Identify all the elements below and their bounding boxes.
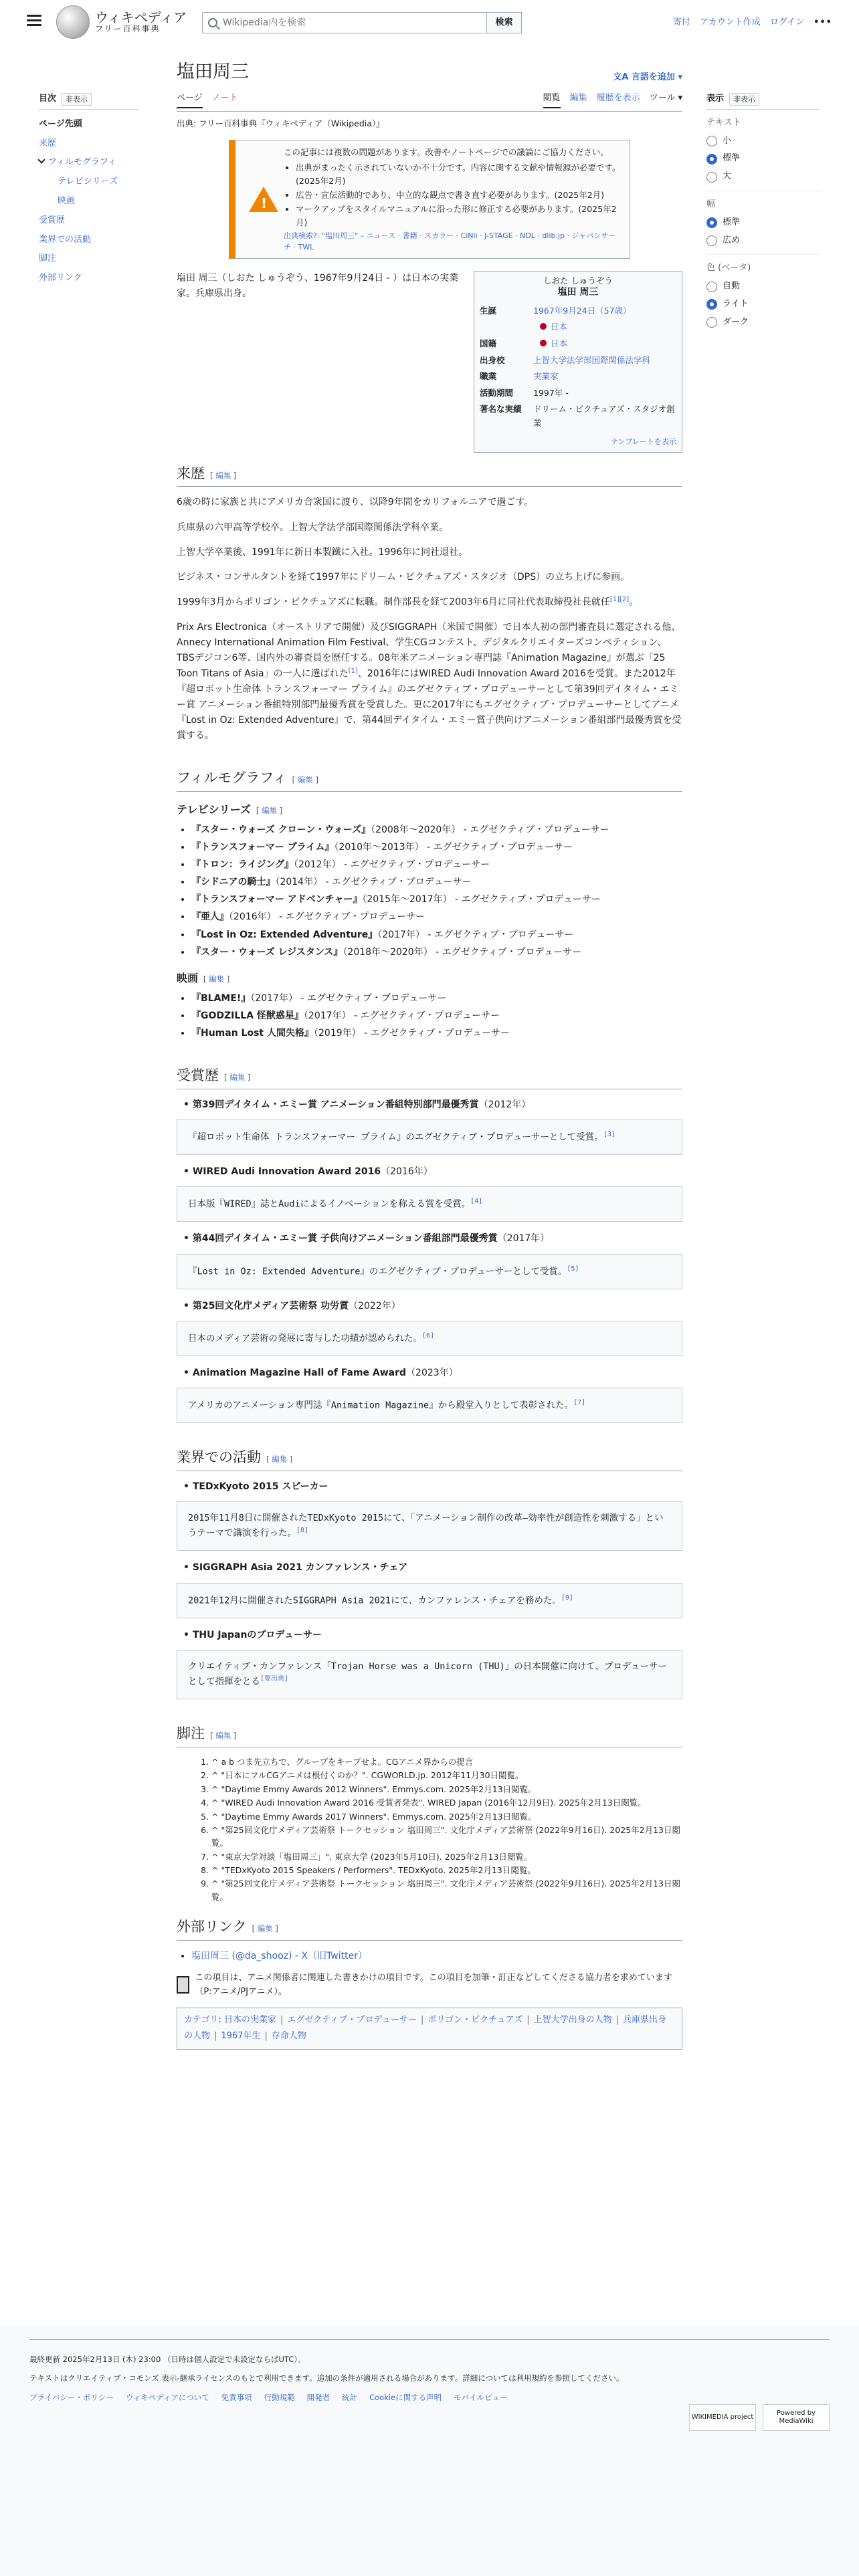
footer-link[interactable]: Cookieに関する声明: [369, 2392, 442, 2402]
width-label: 幅: [706, 199, 716, 209]
infobox-nationality[interactable]: 日本: [551, 338, 568, 348]
edit-link[interactable]: 編集: [297, 774, 313, 784]
chevron-down-icon[interactable]: [37, 156, 45, 164]
search-placeholder: Wikipedia内を検索: [223, 17, 306, 28]
award-year: （2016年）: [381, 1166, 433, 1178]
wikimedia-badge[interactable]: WIKIMEDIA project: [689, 2404, 756, 2431]
history-paragraph: 6歳の時に家族と共にアメリカ合衆国に渡り、以降9年間をカリフォルニアで過ごす。: [177, 497, 534, 508]
tv-list-item-detail: （2014年） - エグゼクティブ・プロデューサー: [275, 877, 472, 888]
tv-list-item: [191, 857, 682, 873]
footer-link[interactable]: プライバシー・ポリシー: [29, 2392, 114, 2402]
toc-hide-button[interactable]: 非表示: [62, 93, 92, 106]
footer-link[interactable]: 免責事項: [221, 2392, 252, 2402]
industry-title: SIGGRAPH Asia 2021 カンファレンス・チェア: [192, 1562, 408, 1574]
footer-links: [29, 2391, 830, 2403]
infobox-name: 塩田 周三: [557, 287, 599, 298]
ref-link[interactable]: [2]: [619, 595, 630, 603]
license-text: テキストはクリエイティブ・コモンズ 表示-継承ライセンスのもとで利用できます。追加の条件が適用される場合があります。詳細については利用規約を参照してください。: [29, 2373, 624, 2383]
toc-item-awards[interactable]: 受賞歴: [39, 215, 66, 225]
edit-link[interactable]: 編集: [272, 1455, 288, 1465]
edit-link[interactable]: 編集: [215, 470, 231, 480]
movie-list-item: [191, 1026, 682, 1041]
tab-talk[interactable]: ノート: [211, 93, 238, 104]
add-language-button[interactable]: 文A 言語を追加 ▾: [613, 72, 682, 82]
award-quote: [177, 1186, 682, 1222]
issue-item: • マークアップをスタイルマニュアルに沿った形に修正する必要があります。(2025年2月): [296, 203, 622, 229]
tv-list-item-title[interactable]: 『トランスフォーマー アドベンチャー』: [191, 894, 363, 905]
history-paragraph: 兵庫県の六甲高等学校卒。上智大学法学部国際関係法学科卒業。: [177, 522, 448, 533]
industry-item: • SIGGRAPH Asia 2021 カンファレンス・チェア: [183, 1562, 408, 1574]
reference-item[interactable]: 5. ^ "Daytime Emmy Awards 2017 Winners". Emmys.com. 2025年2月13日閲覧。: [211, 1810, 682, 1823]
reference-item[interactable]: 2. ^ "日本にフルCGアニメは根付くのか？". CGWORLD.jp. 2012年11月30日閲覧。: [211, 1769, 682, 1782]
reference-item[interactable]: 9. ^ "第25回文化庁メディア芸術祭 トークセッション 塩田周三". 文化庁メディア芸術祭 (2022年9月16日). 2025年2月13日閲覧。: [211, 1877, 682, 1903]
industry-quote-text: クリエイティブ・カンファレンス「Trojan Horse was a Unicorn (THU)」の日本開催に向けて、プロデューサーとして指揮をとる: [188, 1660, 668, 1687]
tv-list-item-detail: （2010年〜2013年） - エグゼクティブ・プロデューサー: [334, 842, 573, 853]
infobox-birth[interactable]: 1967年9月24日（57歳）: [533, 305, 632, 316]
tv-list-item-title[interactable]: 『亜人』: [191, 911, 229, 923]
award-title: Animation Magazine Hall of Fame Award: [192, 1367, 407, 1378]
issue-item: • 出典がまったく示されていないか不十分です。内容に関する文献や情報源が必要です。(2025年2月): [296, 161, 622, 187]
movie-list-item-title[interactable]: 『GODZILLA 怪獣惑星』: [191, 1010, 304, 1022]
industry-quote: [177, 1501, 682, 1551]
award-year: （2023年）: [406, 1367, 458, 1378]
movie-list-item: [191, 1008, 682, 1024]
appearance-panel: [706, 92, 820, 334]
award-quote: [177, 1254, 682, 1289]
personal-tools: [673, 16, 832, 30]
tab-edit[interactable]: 編集: [569, 93, 587, 104]
industry-list: [177, 1479, 682, 1700]
industry-title: TEDxKyoto 2015 スピーカー: [192, 1481, 328, 1492]
award-quote: [177, 1321, 682, 1356]
tv-list-item-detail: （2012年） - エグゼクティブ・プロデューサー: [293, 859, 490, 871]
article-main: [177, 53, 682, 2050]
reference-item[interactable]: 1. ^ a b つま先立ちで、グループをキープせよ。CGアニメ界からの提言: [211, 1755, 682, 1768]
tv-list-item-detail: （2015年〜2017年） - エグゼクティブ・プロデューサー: [362, 894, 601, 905]
industry-quote: [177, 1583, 682, 1618]
section-awards: 受賞歴 [ 編集 ]: [177, 1064, 682, 1089]
industry-item: • THU Japanのプロデューサー: [183, 1629, 322, 1640]
logo-title: ウィキペディア: [95, 9, 187, 26]
industry-quote-text: 2015年11月8日に開催されたTEDxKyoto 2015にて、「アニメーション制作の改革—効率性が創造性を刺激する」というテーマで講演を行った。: [188, 1512, 664, 1539]
search-form: [202, 12, 522, 33]
tv-list-item: [191, 928, 682, 943]
more-options-icon[interactable]: •••: [814, 17, 832, 27]
create-account-link[interactable]: アカウント作成: [699, 17, 761, 27]
award-item: • 第25回文化庁メディア芸術祭 功労賞（2022年）: [183, 1300, 401, 1311]
text-size-standard[interactable]: 標準: [706, 152, 820, 166]
industry-quote: [177, 1650, 682, 1700]
section-notes: 脚注 [ 編集 ]: [177, 1722, 682, 1747]
ref-link[interactable]: [9]: [561, 1594, 573, 1602]
template-link[interactable]: テンプレートを表示: [610, 437, 676, 446]
history-paragraph: 上智大学卒業後、1991年に新日本製鐵に入社。1996年に同社退社。: [177, 546, 468, 558]
tv-list-item-title[interactable]: 『スター・ウォーズ クローン・ウォーズ』: [191, 825, 371, 836]
color-auto[interactable]: 自動: [706, 280, 820, 294]
color-label: 色 (ベータ): [706, 263, 751, 274]
toc-item-filmography[interactable]: フィルモグラフィ: [48, 157, 116, 168]
infobox-reading: しおた しゅうぞう: [543, 276, 613, 286]
industry-item: • TEDxKyoto 2015 スピーカー: [183, 1481, 328, 1492]
width-wide[interactable]: 広め: [706, 234, 820, 248]
movie-list: [191, 991, 682, 1041]
width-standard[interactable]: 標準: [706, 216, 820, 230]
category-link[interactable]: 1967年生: [221, 2031, 261, 2042]
infobox-birthplace[interactable]: 日本: [551, 322, 568, 332]
award-item: • 第39回デイタイム・エミー賞 アニメーション番組特別部門最優秀賞（2012年）: [183, 1099, 531, 1111]
tab-read[interactable]: 閲覧: [543, 92, 561, 108]
subsection-movies: 映画 [ 編集 ]: [177, 971, 230, 984]
movie-list-item-detail: （2017年） - エグゼクティブ・プロデューサー: [303, 1010, 500, 1022]
tv-list-item-detail: （2016年） - エグゼクティブ・プロデューサー: [229, 911, 425, 923]
source-line: 出典: フリー百科事典『ウィキペディア（Wikipedia）』: [177, 118, 385, 128]
stub-notice: この項目は、アニメ関係者に関連した書きかけの項目です。この項目を加筆・訂正などしてくださる協力者を求めています（P:アニメ/PJアニメ）。: [177, 1971, 682, 2000]
table-of-contents: [39, 92, 139, 288]
infobox-active: 1997年 -: [533, 387, 569, 398]
search-button[interactable]: 検索: [487, 12, 522, 33]
ref-link[interactable]: [4]: [470, 1198, 483, 1206]
search-input[interactable]: [202, 12, 487, 33]
section-filmography: フィルモグラフィ [ 編集 ]: [177, 766, 682, 792]
stub-icon: [177, 1976, 189, 1994]
category-link[interactable]: 上智大学出身の人物: [533, 2014, 612, 2025]
award-item: • Animation Magazine Hall of Fame Award（2023年）: [183, 1367, 458, 1378]
movie-list-item-detail: （2019年） - エグゼクティブ・プロデューサー: [314, 1028, 510, 1039]
toc-item-tv[interactable]: テレビシリーズ: [58, 177, 118, 187]
category-link[interactable]: エグゼクティブ・プロデューサー: [287, 2014, 417, 2025]
infobox-occupation[interactable]: 実業家: [533, 371, 559, 382]
footer-link[interactable]: ウィキペディアについて: [125, 2392, 209, 2402]
tv-list-item: [191, 945, 682, 960]
issue-item: • 広告・宣伝活動的であり、中立的な観点で書き直す必要があります。(2025年2月): [296, 189, 622, 201]
toc-item-industry[interactable]: 業界での活動: [39, 234, 92, 245]
text-size-large[interactable]: 大: [706, 170, 820, 184]
edit-link[interactable]: 編集: [262, 805, 278, 815]
edit-link[interactable]: 編集: [215, 1731, 231, 1741]
award-title: 第44回デイタイム・エミー賞 子供向けアニメーション番組部門最優秀賞: [192, 1233, 498, 1245]
ref-link[interactable]: [1]: [348, 667, 358, 675]
logo-subtitle: フリー百科事典: [95, 24, 161, 34]
text-size-small[interactable]: 小: [706, 134, 820, 148]
search-icon: [208, 18, 217, 27]
infobox-achievement: ドリーム・ピクチュアズ・スタジオ創業: [533, 404, 675, 429]
tv-list-item: [191, 823, 682, 838]
tv-list-item: [191, 875, 682, 890]
toc-item-history[interactable]: 来歴: [39, 138, 57, 148]
issues-intro: この記事には複数の問題があります。改善やノートページでの議論にご協力ください。: [284, 146, 609, 157]
award-quote-text: 『超ロボット生命体 トランスフォーマー プライム』のエグゼクティブ・プロデューサーとして受賞。: [188, 1132, 603, 1143]
award-quote-text: 日本版『WIRED』誌とAudiによるイノベーションを称える賞を受賞。: [188, 1198, 471, 1210]
appearance-title: 表示: [706, 94, 725, 104]
tv-list: [191, 823, 682, 960]
award-quote: [177, 1388, 682, 1423]
toc-title: 目次: [39, 94, 57, 104]
color-dark[interactable]: ダーク: [706, 316, 820, 330]
award-title: WIRED Audi Innovation Award 2016: [192, 1166, 381, 1178]
footer-link[interactable]: モバイルビュー: [454, 2392, 508, 2402]
wikipedia-globe-icon: [56, 5, 90, 39]
categories-label[interactable]: カテゴリ: [184, 2014, 219, 2025]
award-title: 第25回文化庁メディア芸術祭 功労賞: [192, 1300, 349, 1311]
award-year: （2022年）: [349, 1300, 401, 1311]
tv-list-item-detail: （2008年〜2020年） - エグゼクティブ・プロデューサー: [371, 825, 609, 836]
awards-list: [177, 1097, 682, 1423]
ref-link[interactable]: [8]: [296, 1527, 309, 1535]
footer-link[interactable]: 統計: [342, 2392, 358, 2402]
award-quote-text: 『Lost in Oz: Extended Adventure』のエグゼクティブ・プロデューサーとして受賞。: [188, 1266, 567, 1277]
tv-list-item: [191, 840, 682, 855]
reference-item[interactable]: 8. ^ "TEDxKyoto 2015 Speakers / Performers". TEDxKyoto. 2025年2月13日閲覧。: [211, 1864, 682, 1876]
external-link-x[interactable]: 塩田周三 (@da_shooz) - X（旧Twitter）: [191, 1950, 367, 1961]
reference-item[interactable]: 6. ^ "第25回文化庁メディア芸術祭 トークセッション 塩田周三". 文化庁メディア芸術祭 (2022年9月16日). 2025年2月13日閲覧。: [211, 1824, 682, 1850]
tv-list-item-title[interactable]: 『スター・ウォーズ レジスタンス』: [191, 946, 343, 958]
subsection-tv: テレビシリーズ [ 編集 ]: [177, 802, 283, 816]
lead-paragraph: 塩田 周三（しおた しゅうぞう、1967年9月24日 - ）は日本の実業家。兵庫県出身。: [177, 273, 459, 300]
category-link[interactable]: 存命人物: [271, 2031, 306, 2042]
award-title: 第39回デイタイム・エミー賞 アニメーション番組特別部門最優秀賞: [192, 1099, 479, 1111]
edit-link[interactable]: 編集: [229, 1073, 246, 1083]
category-box: カテゴリ: 日本の実業家 | エグゼクティブ・プロデューサー | ポリゴン・ピクチュアズ | 上智大学出身の人物 | 兵庫県出身の人物 | 1967年生 | 存命人物: [177, 2008, 682, 2050]
footer-link[interactable]: 開発者: [306, 2392, 330, 2402]
infobox: しおた しゅうぞう 塩田 周三 生誕 1967年9月24日（57歳） 日本 国籍 日本 出身校 上智大学法学部国際関係法学科 職業 実業家 活動期間 1997年 - 著名な実績 ドリーム・ピクチュアズ・スタジオ創業 テンプレートを表示: [474, 271, 682, 453]
category-link[interactable]: 日本の実業家: [224, 2014, 277, 2025]
source-search-links[interactable]: 出典検索?: "塩田周三" – ニュース · 書籍 · スカラー · CiNii · J-STAGE · NDL · dlib.jp · ジャパンサーチ · TWL: [284, 231, 616, 252]
edit-link[interactable]: 編集: [257, 1924, 273, 1934]
tv-list-item-title[interactable]: 『トロン：ライジング』: [191, 859, 294, 871]
ref-link[interactable]: [6]: [421, 1331, 434, 1339]
section-external: 外部リンク [ 編集 ]: [177, 1915, 682, 1941]
tv-list-item-title[interactable]: 『Lost in Oz: Extended Adventure』: [191, 929, 378, 940]
ref-link[interactable]: [3]: [603, 1131, 615, 1139]
award-item: • 第44回デイタイム・エミー賞 子供向けアニメーション番組部門最優秀賞（2017年）: [183, 1233, 550, 1245]
award-quote-text: アメリカのアニメーション専門誌『Animation Magazine』から殿堂入りとして表彰された。: [188, 1400, 574, 1411]
industry-title: THU Japanのプロデューサー: [192, 1629, 322, 1640]
ref-link[interactable]: [5]: [567, 1265, 579, 1273]
history-paragraph: Prix Ars Electronica（オーストリアで開催）及びSIGGRAPH（米国で開催）で日本人初の部門審査員に選定される他、Annecy International Animation Film Festival、学生CGコンテスト、デジタルクリエイターズコンペティション、TBSデジコン6等、国内外の審査員を歴任する。08年米アニメーション専門誌『Animation Magazine』が選ぶ「25 Toon Titans of Asia」の一人に選ばれた[1]、2016年にはWIRED Audi Innovation Award 2016を受賞。また2012年『超ロボット生命体 トランスフォーマー プライム』のエグゼクティブ・プロデューサーとして第39回デイタイム・エミー賞 アニメーション番組特別部門最優秀賞を受賞した。更に2017年にもエグゼクティブ・プロデューサーとしてアニメ『Lost in Oz: Extended Adventure』で、第44回デイタイム・エミー賞子供向けアニメーション番組部門最優秀賞を受賞する。: [177, 621, 682, 741]
infobox-school[interactable]: 上智大学法学部国際関係法学科: [533, 354, 651, 365]
award-year: （2012年）: [478, 1099, 531, 1111]
toc-item-movies[interactable]: 映画: [58, 195, 76, 206]
award-quote: [177, 1119, 682, 1155]
tab-history[interactable]: 履歴を表示: [596, 93, 640, 104]
site-logo[interactable]: [56, 5, 187, 39]
japan-flag-icon: [540, 340, 547, 346]
tv-list-item-detail: （2017年） - エグゼクティブ・プロデューサー: [377, 929, 574, 940]
last-updated: 最終更新 2025年2月13日 (木) 23:00 （日時は個人設定で未設定ならばUTC）。: [29, 2355, 306, 2364]
reference-item[interactable]: 4. ^ "WIRED Audi Innovation Award 2016 受賞者発表". WIRED Japan (2016年12月9日). 2025年2月13日閲覧。: [211, 1796, 682, 1809]
category-link[interactable]: ポリゴン・ピクチュアズ: [427, 2014, 523, 2025]
references-list: [211, 1755, 682, 1903]
main-menu-icon[interactable]: [27, 15, 41, 27]
reference-item[interactable]: 3. ^ "Daytime Emmy Awards 2012 Winners". Emmys.com. 2025年2月13日閲覧。: [211, 1783, 682, 1796]
color-light[interactable]: ライト: [706, 298, 820, 312]
tv-list-item-detail: （2018年〜2020年） - エグゼクティブ・プロデューサー: [343, 946, 582, 958]
tab-tools[interactable]: ツール ▾: [649, 93, 682, 104]
movie-list-item: [191, 991, 682, 1006]
award-quote-text: 日本のメディア芸術の発展に寄与した功績が認められた。: [188, 1333, 422, 1344]
page-title: 塩田周三: [177, 62, 249, 82]
footer-link[interactable]: 行動規範: [264, 2392, 295, 2402]
login-link[interactable]: ログイン: [769, 17, 805, 27]
page-tabs: [177, 92, 682, 112]
edit-link[interactable]: 編集: [209, 974, 225, 984]
ref-link[interactable]: [要出典]: [260, 1675, 289, 1683]
appearance-hide-button[interactable]: 非表示: [729, 93, 759, 106]
tv-list-item: [191, 892, 682, 907]
donate-link[interactable]: 寄付: [672, 17, 690, 27]
warning-icon: !: [249, 187, 278, 212]
section-industry: 業界での活動 [ 編集 ]: [177, 1446, 682, 1471]
ref-link[interactable]: [1]: [609, 595, 619, 603]
tv-list-item-title[interactable]: 『トランスフォーマー プライム』: [191, 842, 335, 853]
site-footer: [0, 2325, 859, 2576]
industry-quote-text: 2021年12月に開催されたSIGGRAPH Asia 2021にて、カンファレンス・チェアを務めた。: [188, 1595, 561, 1606]
ref-link[interactable]: [7]: [573, 1398, 586, 1406]
issues-box: [229, 140, 630, 259]
award-year: （2017年）: [497, 1233, 550, 1245]
tv-list-item: [191, 909, 682, 925]
history-paragraph: 1999年3月からポリゴン・ピクチュアズに転職。制作部長を経て2003年6月に同社代表取締役社長就任[1][2]。: [177, 595, 639, 608]
reference-item[interactable]: 7. ^ "東京大学対談「塩田周三」". 東京大学 (2023年5月10日). 2025年2月13日閲覧。: [211, 1850, 682, 1863]
movie-list-item-title[interactable]: 『Human Lost 人間失格』: [191, 1028, 314, 1039]
award-item: • WIRED Audi Innovation Award 2016（2016年）: [183, 1166, 433, 1178]
japan-flag-icon: [540, 323, 547, 330]
site-header: [0, 0, 859, 47]
text-size-label: テキスト: [706, 117, 741, 128]
section-history: 来歴 [ 編集 ]: [177, 462, 682, 488]
category-link[interactable]: 兵庫県出身の人物: [184, 2014, 667, 2042]
tab-page[interactable]: ページ: [177, 92, 203, 108]
mediawiki-badge[interactable]: Powered by MediaWiki: [763, 2404, 830, 2431]
movie-list-item-title[interactable]: 『BLAME!』: [191, 993, 251, 1004]
toc-item-top[interactable]: ページ先頭: [39, 118, 82, 129]
history-paragraph: ビジネス・コンサルタントを経て1997年にドリーム・ピクチュアズ・スタジオ（DPS）の立ち上げに参画。: [177, 571, 630, 582]
tv-list-item-title[interactable]: 『シドニアの騎士』: [191, 877, 276, 888]
movie-list-item-detail: （2017年） - エグゼクティブ・プロデューサー: [250, 993, 447, 1004]
toc-item-external[interactable]: 外部リンク: [39, 273, 82, 284]
toc-item-notes[interactable]: 脚注: [39, 253, 57, 264]
